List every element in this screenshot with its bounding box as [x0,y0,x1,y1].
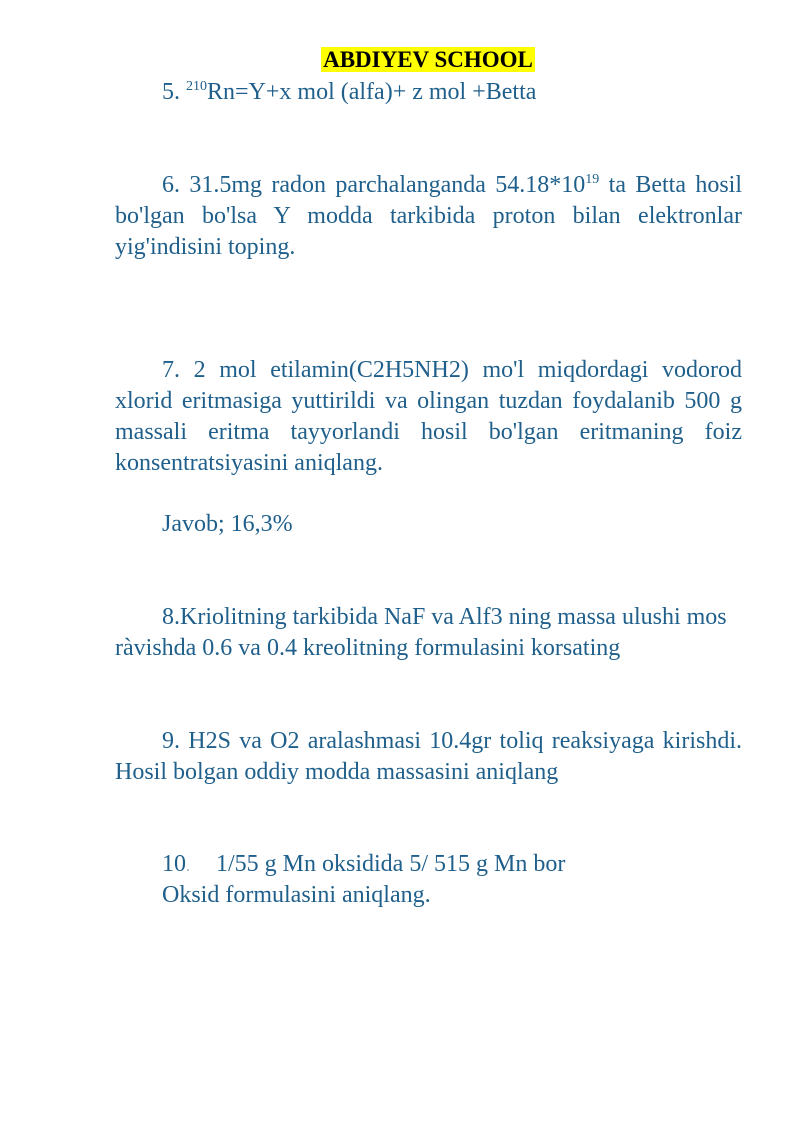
question-8: 8.Kriolitning tarkibida NaF va Alf3 ning massa ulushi mos ràvishda 0.6 va 0.4 kreolitning formulasini korsating [115,604,727,661]
question-10-line-1: 1/55 g Mn oksidida 5/ 515 g Mn bor [216,851,566,877]
question-5 [115,77,742,108]
page-title [0,47,800,73]
question-9: 9. H2S va O2 aralashmasi 10.4gr toliq reaksiyaga kirishdi. Hosil bolgan oddiy modda massasini aniqlang [115,728,742,785]
page-title-text: ABDIYEV SCHOOL [323,47,533,72]
question-6-text-end: ta Betta hosil bo'lgan bo'lsa Y modda tarkibida proton bilan elektronlar yig'indisini toping. [115,172,742,260]
question-5-text: Rn=Y+x mol (alfa)+ z mol +Betta [207,79,537,105]
question-10 [115,849,742,882]
question-6 [115,170,742,263]
question-10-dot: . [186,858,190,875]
question-10-number: 10 [162,851,186,877]
question-10-second-line: Oksid formulasini aniqlang. [162,882,431,908]
question-5-superscript: 210 [186,79,207,94]
question-7-answer: Javob; 16,3% [162,511,293,537]
question-7: 7. 2 mol etilamin(C2H5NH2) mo'l miqdordagi vodorod xlorid eritmasiga yuttirildi va olingan tuzdan foydalanib 500 g massali eritma tayyorlandi hosil bo'lgan eritmaning foiz konsentratsiyasini aniqlang. [115,357,742,476]
question-6-superscript: 19 [585,172,600,187]
question-5-number: 5. [162,79,180,105]
question-6-text-start: 6. 31.5mg radon parchalanganda 54.18*10 [162,172,586,198]
